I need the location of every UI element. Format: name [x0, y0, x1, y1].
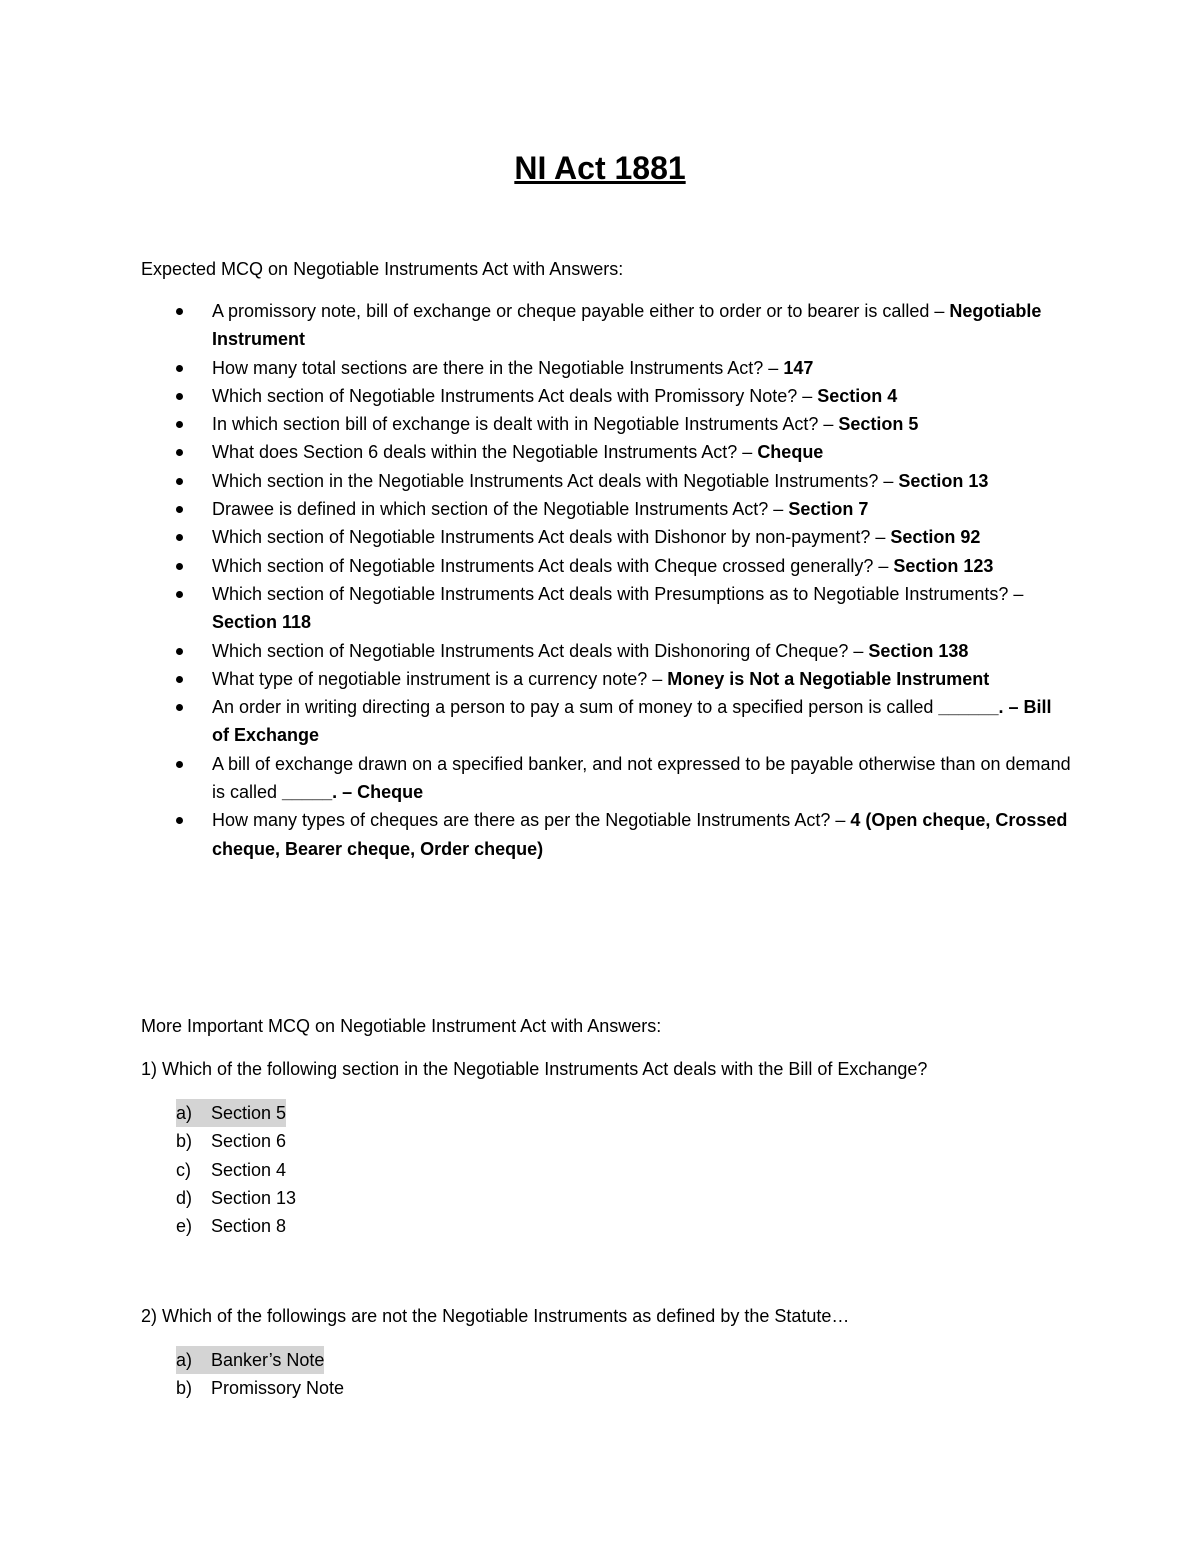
option-letter: d): [176, 1187, 193, 1208]
list-item: [141, 354, 1071, 382]
page-title: NI Act 1881: [514, 150, 686, 186]
options-list-2: [141, 1346, 344, 1403]
list-item: [141, 750, 1071, 807]
option-letter: a): [176, 1346, 211, 1374]
option-b: [141, 1374, 344, 1402]
answer-text: Cheque: [757, 442, 824, 463]
options-list-1: [141, 1099, 296, 1240]
question-text: A bill of exchange drawn on a specified banker, and not expressed to be payable otherwise than on demand is called: [212, 753, 1071, 803]
answer-text: Negotiable Instrument: [212, 301, 1042, 350]
answer-text: ______. – Bill of Exchange: [212, 697, 1052, 746]
option-letter: a): [176, 1099, 211, 1127]
list-item: [141, 580, 1071, 637]
answer-text: Section 92: [890, 527, 981, 548]
list-item: [141, 637, 1071, 665]
answer-text: 147: [783, 357, 814, 378]
question-text: A promissory note, bill of exchange or cheque payable either to order or to bearer is called –: [212, 301, 950, 321]
option-text: Section 6: [211, 1131, 287, 1152]
list-item: [141, 410, 1071, 438]
question-text: What does Section 6 deals within the Negotiable Instruments Act? –: [212, 442, 758, 463]
option-letter: e): [176, 1216, 193, 1237]
answer-text: Section 138: [868, 640, 969, 661]
option-letter: c): [176, 1159, 191, 1180]
question-text: Drawee is defined in which section of the Negotiable Instruments Act? –: [212, 499, 789, 520]
option-letter: b): [176, 1378, 193, 1399]
answer-text: _____. – Cheque: [282, 782, 424, 803]
list-item: [141, 693, 1071, 750]
answer-text: Section 5: [838, 414, 919, 435]
question-1: 1) Which of the following section in the Negotiable Instruments Act deals with the Bill of Exchange?: [141, 1059, 928, 1079]
question-text: Which section of Negotiable Instruments Act deals with Dishonor by non-payment? –: [212, 527, 891, 548]
list-item: [141, 806, 1071, 863]
option-text: Promissory Note: [211, 1378, 345, 1399]
list-item: [141, 438, 1071, 466]
answer-text: Section 118: [212, 612, 312, 633]
option-e: [141, 1212, 296, 1240]
answer-text: Money is Not a Negotiable Instrument: [667, 668, 990, 689]
option-letter: b): [176, 1131, 193, 1152]
list-item: [141, 467, 1071, 495]
list-item: [141, 665, 1071, 693]
question-text: An order in writing directing a person to pay a sum of money to a specified person is called: [212, 697, 939, 718]
question-text: Which section of Negotiable Instruments Act deals with Promissory Note? –: [212, 385, 818, 406]
answer-text: Section 123: [893, 555, 994, 576]
answer-text: 4 (Open cheque, Crossed cheque, Bearer cheque, Order cheque): [212, 810, 1068, 859]
option-a: [141, 1099, 296, 1127]
list-item: [141, 552, 1071, 580]
question-text: In which section bill of exchange is dealt with in Negotiable Instruments Act? –: [212, 414, 839, 435]
option-d: [141, 1184, 296, 1212]
question-text: What type of negotiable instrument is a currency note? –: [212, 668, 668, 689]
list-item: [141, 382, 1071, 410]
question-2: 2) Which of the followings are not the Negotiable Instruments as defined by the Statute…: [141, 1306, 850, 1326]
answer-text: Section 13: [898, 470, 989, 491]
option-text: Section 5: [211, 1099, 286, 1127]
question-text: How many total sections are there in the Negotiable Instruments Act? –: [212, 357, 784, 378]
option-a: [141, 1346, 344, 1374]
question-text: Which section of Negotiable Instruments Act deals with Presumptions as to Negotiable Instruments? –: [212, 583, 1024, 604]
question-text: Which section of Negotiable Instruments Act deals with Cheque crossed generally? –: [212, 555, 894, 576]
section-heading: More Important MCQ on Negotiable Instrument Act with Answers:: [141, 1016, 662, 1036]
answer-text: Section 7: [788, 499, 869, 520]
list-item: [141, 297, 1071, 354]
option-b: [141, 1127, 296, 1155]
question-text: How many types of cheques are there as per the Negotiable Instruments Act? –: [212, 810, 851, 831]
option-c: [141, 1156, 296, 1184]
option-text: Banker’s Note: [211, 1346, 324, 1374]
question-text: Which section of Negotiable Instruments Act deals with Dishonoring of Cheque? –: [212, 640, 869, 661]
list-item: [141, 495, 1071, 523]
option-text: Section 8: [211, 1216, 287, 1237]
option-text: Section 4: [211, 1159, 287, 1180]
option-text: Section 13: [211, 1187, 297, 1208]
list-item: [141, 523, 1071, 551]
question-text: Which section in the Negotiable Instruments Act deals with Negotiable Instruments? –: [212, 470, 899, 491]
intro-text: Expected MCQ on Negotiable Instruments Act with Answers:: [141, 259, 624, 279]
answer-list: [141, 297, 1071, 863]
answer-text: Section 4: [817, 385, 898, 406]
